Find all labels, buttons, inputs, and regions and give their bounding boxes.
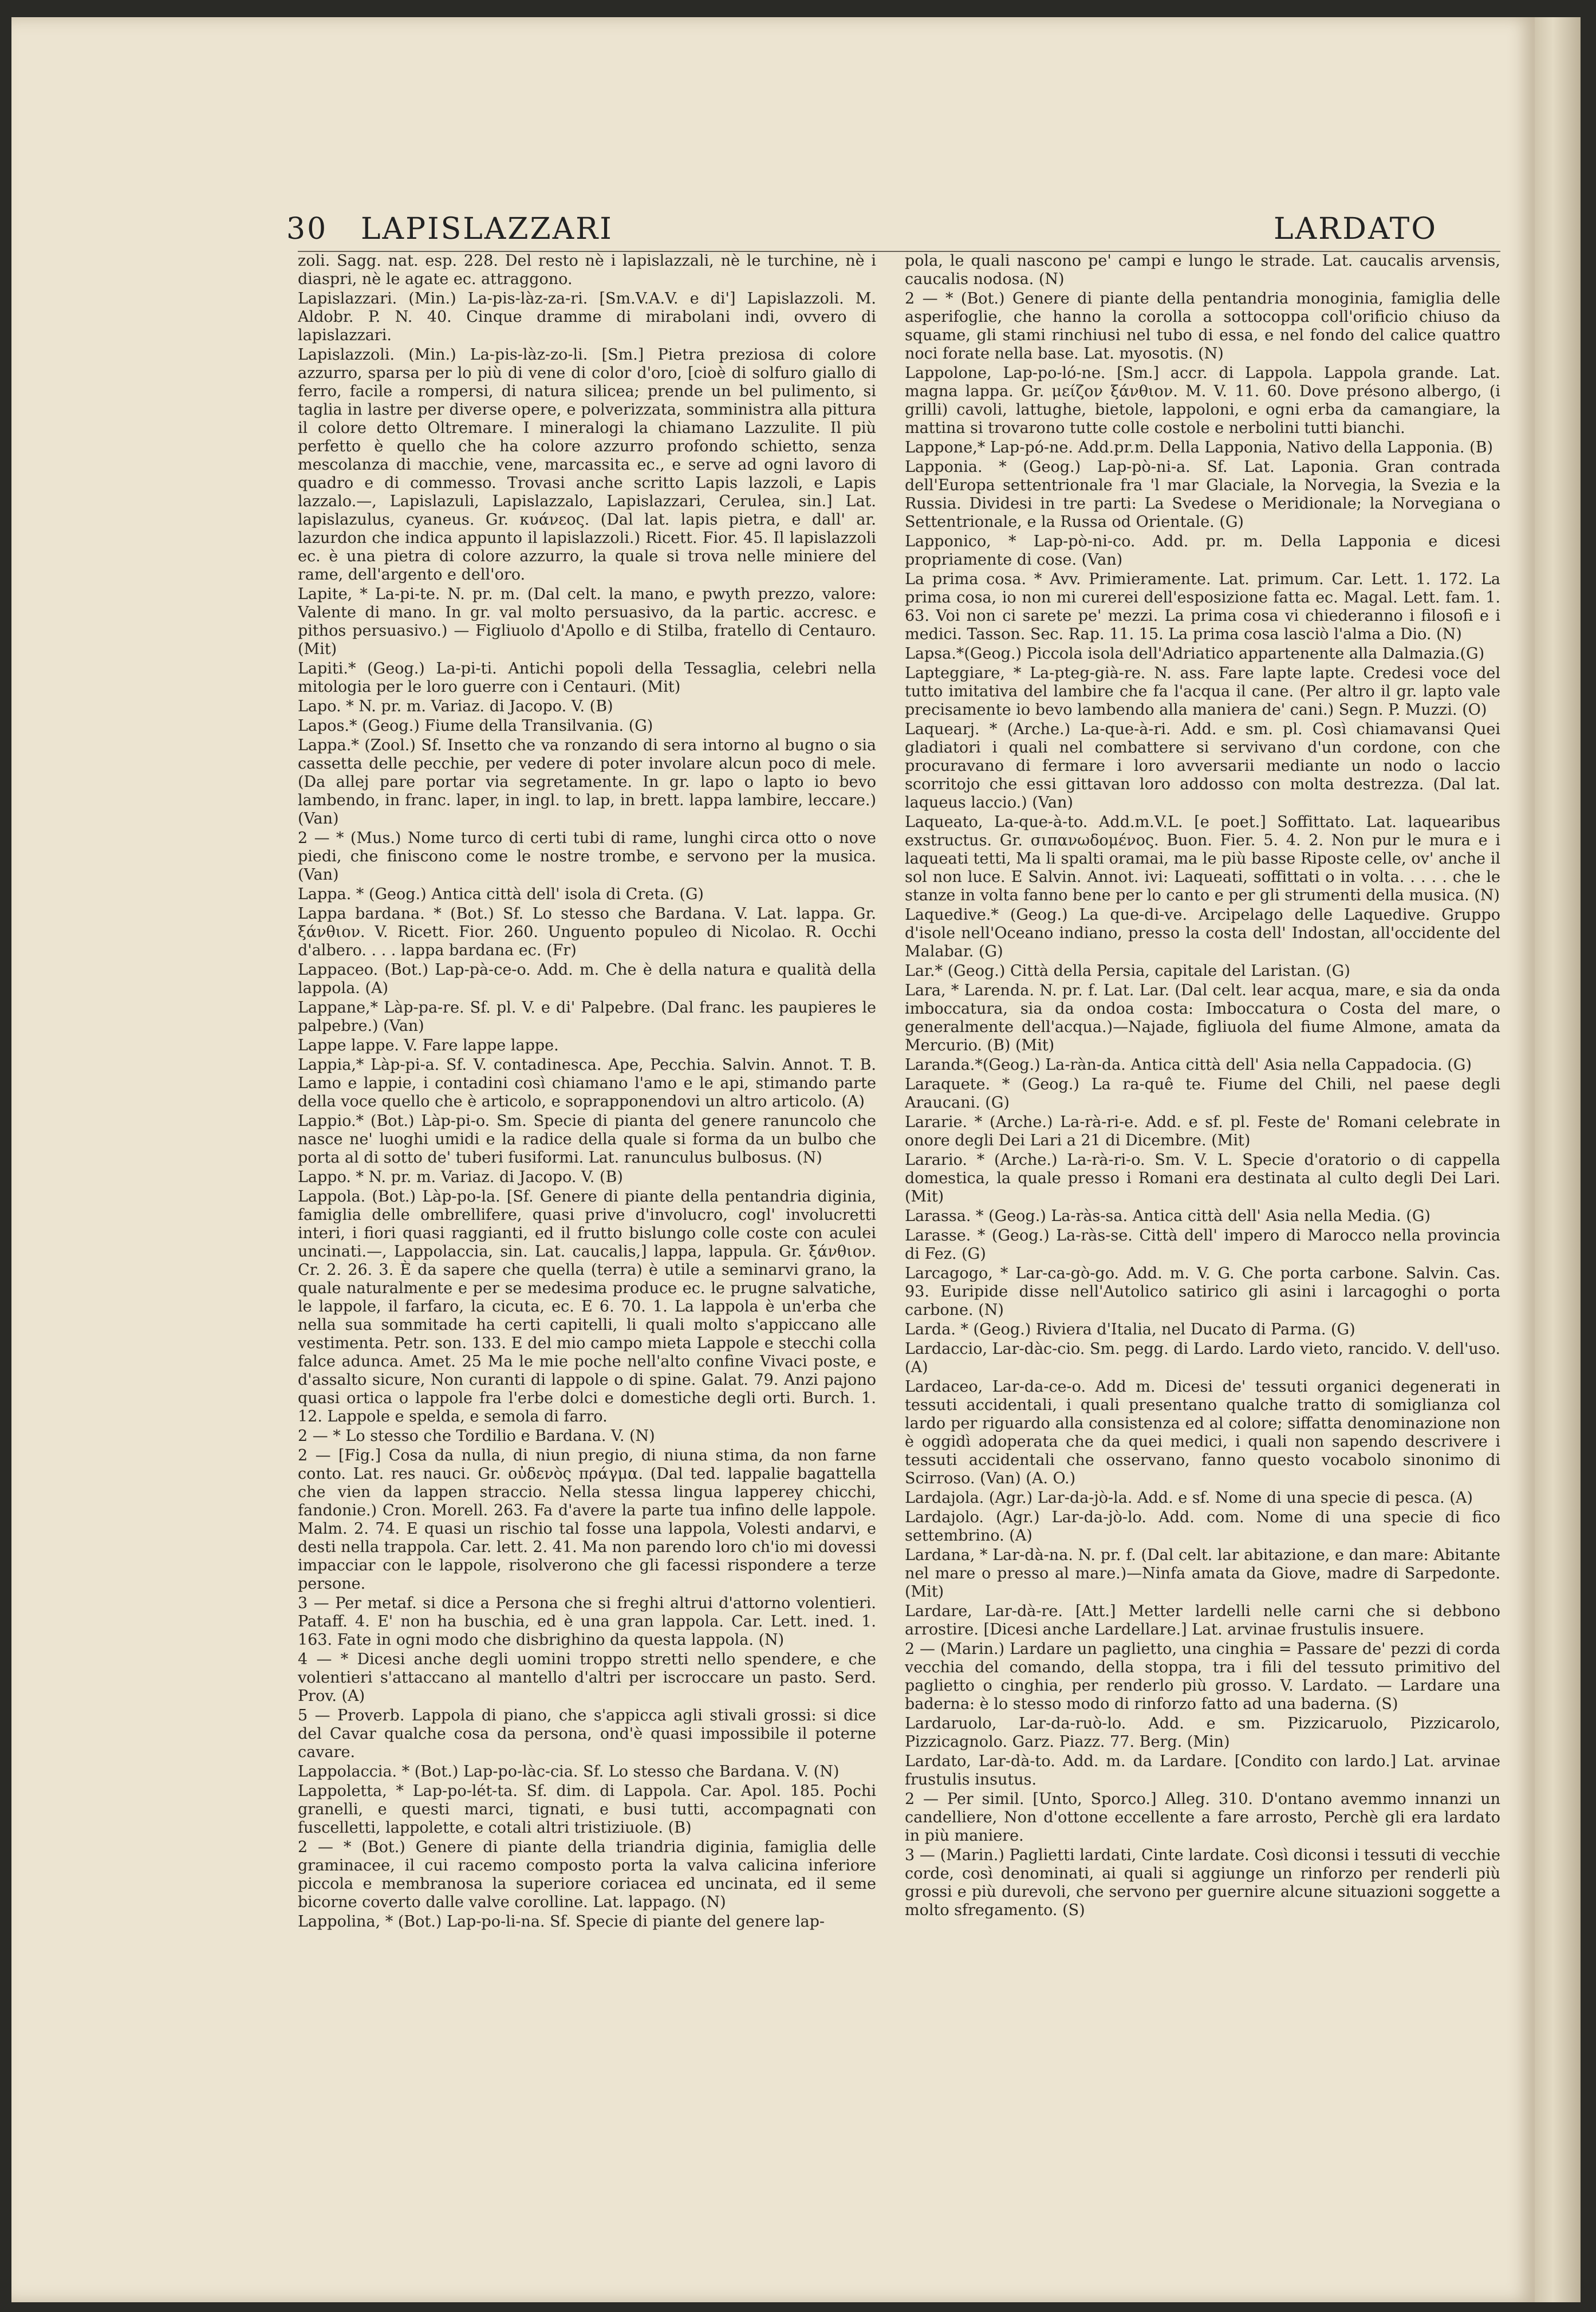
left-column [298,252,876,2262]
dictionary-entry: Lapo. * N. pr. m. Variaz. di Jacopo. V. (B) [298,698,613,715]
dictionary-entry: Lappa bardana. * (Bot.) Sf. Lo stesso che Bardana. V. Lat. lappa. Gr. ξάνθιον. V. Ricett. Fior. 260. Unguento populeo di Nicolao. R. Occhi d'albero. . . . lappa bardana ec. (Fr) [298,905,876,959]
dictionary-entry: 2 — * (Bot.) Genere di piante della triandria diginia, famiglia delle graminacee, il cui racemo composto porta la valva calicina inferiore piccola e membranosa la superiore coriacea ed uncinata, ed il seme bicorne coverto dalle valve corolline. Lat. lappago. (N) [298,1838,876,1911]
dictionary-entry: Lappo. * N. pr. m. Variaz. di Jacopo. V. (B) [298,1168,623,1186]
dictionary-entry: Lardana, * Lar-dà-na. N. pr. f. (Dal celt. lar abitazione, e dan mare: Abitante nel mare o presso al mare.)—Ninfa amata da Giove, madre di Sarpedonte. (Mit) [905,1546,1500,1601]
dictionary-entry: Lapteggiare, * La-pteg-già-re. N. ass. Fare lapte lapte. Credesi voce del tutto imitativa del lambire che fa l'acqua il cane. (Per altro il gr. lapto vale precisamente io bevo lambendo alla maniera de' cani.) Segn. P. Muzzi. (O) [905,664,1500,719]
dictionary-entry: La prima cosa. * Avv. Primieramente. Lat. primum. Car. Lett. 1. 172. La prima cosa, io non mi curerei dell'esposizione fatta ec. Magal. Lett. fam. 1. 63. Voi non ci sarete pe' mezzi. La prima cosa vi chiederanno i filosofi e i medici. Tasson. Sec. Rap. 11. 15. La prima cosa lasciò l'alma a Dio. (N) [905,570,1500,643]
dictionary-entry: Lappe lappe. V. Fare lappe lappe. [298,1037,559,1054]
dictionary-entry: pola, le quali nascono pe' campi e lungo le strade. Lat. caucalis arvensis, caucalis nodosa. (N) [905,252,1500,288]
dictionary-entry: Lappolina, * (Bot.) Lap-po-li-na. Sf. Specie di piante del genere lap- [298,1913,825,1931]
dictionary-entry: Larario. * (Arche.) La-rà-ri-o. Sm. V. L. Specie d'oratorio o di cappella domestica, la quale presso i Romani era destinata al culto degli Dei Lari. (Mit) [905,1151,1500,1206]
dictionary-entry: Lardajolo. (Agr.) Lar-da-jò-lo. Add. com. Nome di una specie di fico settembrino. (A) [905,1508,1500,1545]
dictionary-entry: 2 — * (Mus.) Nome turco di certi tubi di rame, lunghi circa otto o nove piedi, che finiscono come le nostre trombe, e servono per la musica. (Van) [298,829,876,884]
dictionary-entry: Lappone,* Lap-pó-ne. Add.pr.m. Della Lapponia, Nativo della Lapponia. (B) [905,439,1493,456]
dictionary-entry: Laraquete. * (Geog.) La ra-quê te. Fiume del Chili, nel paese degli Araucani. (G) [905,1076,1500,1112]
dictionary-entry: 2 — Per simil. [Unto, Sporco.] Alleg. 310. D'ontano avemmo innanzi un candelliere, Non d'ottone eccellente a fare arrosto, Perchè gli era lardato in più maniere. [905,1790,1500,1845]
dictionary-entry: Larasse. * (Geog.) La-ràs-se. Città dell' impero di Marocco nella provincia di Fez. (G) [905,1227,1500,1263]
dictionary-entry: Lappolaccia. * (Bot.) Lap-po-làc-cia. Sf. Lo stesso che Bardana. V. (N) [298,1763,840,1781]
dictionary-entry: zoli. Sagg. nat. esp. 228. Del resto nè i lapislazzali, nè le turchine, nè i diaspri, nè le agate ec. attraggono. [298,252,876,288]
dictionary-entry: Laquedive.* (Geog.) La que-di-ve. Arcipelago delle Laquedive. Gruppo d'isole nell'Oceano indiano, presso la costa dell' Indostan, all'occidente del Malabar. (G) [905,906,1500,960]
dictionary-entry: Lappolone, Lap-po-ló-ne. [Sm.] accr. di Lappola. Lappola grande. Lat. magna lappa. Gr. μείζον ξάνθιον. M. V. 11. 60. Dove présono albergo, (i grilli) cavoli, lattughe, bietole, lappoloni, e ogni erba da camangiare, la mattina si trovarono tutte colle costole e nerbolini tutti bianchi. [905,364,1500,437]
dictionary-entry: 4 — * Dicesi anche degli uomini troppo stretti nello spendere, e che volentieri s'attaccano al mantello d'altri per iscroccare un pasto. Serd. Prov. (A) [298,1651,876,1705]
dictionary-entry: Lardajola. (Agr.) Lar-da-jò-la. Add. e sf. Nome di una specie di pesca. (A) [905,1489,1473,1507]
dictionary-entry: 3 — Per metaf. si dice a Persona che si freghi altrui d'attorno volentieri. Pataff. 4. E' non ha buschia, ed è una gran lappola. Car. Lett. ined. 1. 163. Fate in ogni modo che disbrighino da questa lappola. (N) [298,1594,876,1649]
page-edge [1535,17,1581,2302]
dictionary-entry: Lapislazzari. (Min.) La-pis-làz-za-ri. [Sm.V.A.V. e di'] Lapislazzoli. M. Aldobr. P. N. 40. Cinque dramme di mirabolani indi, ovvero di lapislazzari. [298,290,876,344]
dictionary-entry: Lardaccio, Lar-dàc-cio. Sm. pegg. di Lardo. Lardo vieto, rancido. V. dell'uso. (A) [905,1340,1500,1376]
page-number: 30 [286,212,328,246]
dictionary-entry: Laranda.*(Geog.) La-ràn-da. Antica città dell' Asia nella Cappadocia. (G) [905,1056,1472,1074]
dictionary-entry: Lappio.* (Bot.) Làp-pi-o. Sm. Specie di pianta del genere ranuncolo che nasce ne' luoghi umidi e la radice della quale si forma da un bulbo che porta al di sotto de' tuberi fusiformi. Lat. ranunculus bulbosus. (N) [298,1112,876,1167]
dictionary-entry: Lardaruolo, Lar-da-ruò-lo. Add. e sm. Pizzicaruolo, Pizzicarolo, Pizzicagnolo. Garz. Piazz. 77. Berg. (Min) [905,1715,1500,1751]
dictionary-entry: Lapsa.*(Geog.) Piccola isola dell'Adriatico appartenente alla Dalmazia.(G) [905,645,1485,663]
dictionary-entry: Laquearj. * (Arche.) La-que-à-ri. Add. e sm. pl. Così chiamavansi Quei gladiatori i quali nel combattere si servivano d'un cordone, con che procuravano di fermare i loro avversarii mediante un nodo o laccio scorritojo che essi gittavan loro addosso con molta destrezza. (Dal lat. laqueus laccio.) (Van) [905,720,1500,812]
dictionary-entry: Lappaceo. (Bot.) Lap-pà-ce-o. Add. m. Che è della natura e qualità della lappola. (A) [298,961,876,997]
dictionary-entry: Lappola. (Bot.) Làp-po-la. [Sf. Genere di piante della pentandria diginia, famiglia delle ombrellifere, quasi prive d'involucro, cogl' involucretti interi, i fiori quasi raggianti, ed il frutto bislungo colle coste con aculei uncinati.—, Lappolaccia, sin. Lat. caucalis,] lappa, lappula. Gr. ξάνθιον. Cr. 2. 26. 3. È da sapere che quella (terra) è utile a seminarvi grano, la quale naturalmente e per se medesima produce ec. le prugne salvatiche, le lappole, il farfaro, la cicuta, ec. E 6. 70. 1. La lappola è un'erba che nella sua sommitade ha certi capitelli, li quali molto s'appiccano alle vestimenta. Petr. son. 133. E del mio campo mieta Lappole e stecchi colla falce adunca. Amet. 25 Ma le mie poche nell'alto confine Vivaci poste, e d'assalto sicure, Non curanti di lappole o di spine. Galat. 79. Anzi pajono quasi ortica o lappole fra l'erbe dolci e domestiche degli orti. Burch. 1. 12. Lappole e spelda, e semola di farro. [298,1188,876,1425]
dictionary-entry: Larda. * (Geog.) Riviera d'Italia, nel Ducato di Parma. (G) [905,1321,1355,1338]
dictionary-entry: Lapiti.* (Geog.) La-pi-ti. Antichi popoli della Tessaglia, celebri nella mitologia per le loro guerre con i Centauri. (Mit) [298,660,876,696]
dictionary-entry: Lar.* (Geog.) Città della Persia, capitale del Laristan. (G) [905,962,1350,980]
dictionary-entry: Lapos.* (Geog.) Fiume della Transilvania. (G) [298,717,653,735]
right-running-title: LARDATO [1274,212,1437,246]
dictionary-entry: Lapislazzoli. (Min.) La-pis-làz-zo-li. [Sm.] Pietra preziosa di colore azzurro, sparsa per lo più di vene di color d'oro, [cioè di solfuro giallo di ferro, facile a rompersi, di natura silicea; prende un bel pulimento, si taglia in lastre per diverse opere, e polverizzata, somministra alla pittura il colore detto Oltremare. I mineralogi la chiamano Lazzulite. Il più perfetto è quello che ha colore azzurro profondo schietto, senza mescolanza di macchie, vene, marcassita ec., e serve ad ogni lavoro di quadro e di commesso. Trovasi anche scritto Lapis lazzoli, e Lapis lazzalo.—, Lapislazuli, Lapislazzalo, Lapislazzari, Cerulea, sin.] Lat. lapislazulus, cyaneus. Gr. κυάνεος. (Dal lat. lapis pietra, e dall' ar. lazurdon che indica appunto il lapislazzoli.) Ricett. Fior. 45. Il lapislazzoli ec. è una pietra di colore azzurro, la quale si trova nelle miniere del rame, dell'argento e dell'oro. [298,346,876,584]
dictionary-entry: Lappoletta, * Lap-po-lét-ta. Sf. dim. di Lappola. Car. Apol. 185. Pochi granelli, e questi marci, tignati, e busi tutti, accompagnati con fuscelletti, lappolette, e cotali altri tristiziuole. (B) [298,1782,876,1837]
dictionary-entry: Larassa. * (Geog.) La-ràs-sa. Antica città dell' Asia nella Media. (G) [905,1207,1431,1225]
dictionary-entry: Lara, * Larenda. N. pr. f. Lat. Lar. (Dal celt. lear acqua, mare, e sia da onda imboccatura, sia da ondoa costa: Imboccatura o Costa del mare, o generalmente dell'acqua.)—Najade, figliuola del fiume Almone, amata da Mercurio. (B) (Mit) [905,982,1500,1054]
dictionary-entry: Lappia,* Làp-pi-a. Sf. V. contadinesca. Ape, Pecchia. Salvin. Annot. T. B. Lamo e lappie, i contadini così chiamano l'amo e le api, stimando parte della voce quello che è articolo, e soprapponendovi un altro articolo. (A) [298,1056,876,1110]
dictionary-entry: Larcagogo, * Lar-ca-gò-go. Add. m. V. G. Che porta carbone. Salvin. Cas. 93. Euripide disse nell'Autolico satirico gli asini i larcagoghi o porta carbone. (N) [905,1265,1500,1319]
dictionary-entry: Lappane,* Làp-pa-re. Sf. pl. V. e di' Palpebre. (Dal franc. les paupieres le palpebre.) (Van) [298,999,876,1035]
dictionary-entry: Lardato, Lar-dà-to. Add. m. da Lardare. [Condito con lardo.] Lat. arvinae frustulis insutus. [905,1752,1500,1789]
page-header [286,212,1500,252]
dictionary-entry: 2 — [Fig.] Cosa da nulla, di niun pregio, di niuna stima, da non farne conto. Lat. res nauci. Gr. οὐδενὸς πράγμα. (Dal ted. lappalie bagattella che vien da lappen straccio. Nella stessa lingua lapperey chicchi, fandonie.) Cron. Morell. 263. Fa d'avere la parte tua infino delle lappole. Malm. 2. 74. E quasi un rischio tal fosse una lappola, Volesti andarvi, e desti nella trappola. Car. lett. 2. 41. Ma non parendo loro ch'io mi dovessi impacciar con le lappole, risolverono che gli facessi rispondere a terze persone. [298,1447,876,1593]
dictionary-entry: Lapite, * La-pi-te. N. pr. m. (Dal celt. la mano, e pwyth prezzo, valore: Valente di mano. In gr. val molto persuasivo, da la partic. accresc. e pithos persuasivo.) — Figliuolo d'Apollo e di Stilba, fratello di Centauro. (Mit) [298,585,876,658]
dictionary-entry: Lararie. * (Arche.) La-rà-ri-e. Add. e sf. pl. Feste de' Romani celebrate in onore degli Dei Lari a 21 di Dicembre. (Mit) [905,1113,1500,1149]
dictionary-entry: Lardaceo, Lar-da-ce-o. Add m. Dicesi de' tessuti organici degenerati in tessuti accidentali, i quali presentano qualche tratto di somiglianza col lardo per riguardo alla consistenza ed al colore; siffatta denominazione non è oggidì adoperata che da quei medici, i quali non sapendo descrivere i tessuti accidentali che osservano, fanno questo vocabolo sinonimo di Scirroso. (Van) (A. O.) [905,1378,1500,1487]
dictionary-entry: Lappa. * (Geog.) Antica città dell' isola di Creta. (G) [298,885,704,903]
left-running-title: LAPISLAZZARI [361,212,613,246]
dictionary-entry: Lappa.* (Zool.) Sf. Insetto che va ronzando di sera intorno al bugno o sia cassetta delle pecchie, per vedere di poter involare alcun poco di mele. (Da allej pare portar via segretamente. In gr. lapo o lapto io bevo lambendo, in franc. laper, in ingl. to lap, in brett. lappa lambire, leccare.) (Van) [298,736,876,828]
dictionary-entry: Lardare, Lar-dà-re. [Att.] Metter lardelli nelle carni che si debbono arrostire. [Dicesi anche Lardellare.] Lat. arvinae frustulis insuere. [905,1602,1500,1639]
dictionary-entry: 2 — (Marin.) Lardare un paglietto, una cinghia = Passare de' pezzi di corda vecchia del comando, della stoppa, tra i fili del tessuto primitivo del paglietto o cinghia, per renderlo più grosso. V. Lardato. — Lardare una baderna: è lo stesso modo di rinforzo fatto ad una baderna. (S) [905,1640,1500,1713]
dictionary-entry: 5 — Proverb. Lappola di piano, che s'appicca agli stivali grossi: si dice del Cavar qualche cosa da persona, ond'è quasi impossibile il poterne cavare. [298,1707,876,1761]
dictionary-entry: Lapponia. * (Geog.) Lap-pò-ni-a. Sf. Lat. Laponia. Gran contrada dell'Europa settentrionale fra 'l mar Glaciale, la Norvegia, la Svezia e la Russia. Dividesi in tre parti: La Svedese o Meridionale; la Norvegiana o Settentrionale, e la Russa od Orientale. (G) [905,458,1500,531]
dictionary-entry: 2 — * (Bot.) Genere di piante della pentandria monoginia, famiglia delle asperifoglie, che hanno la corolla a sottocoppa coll'orificio chiuso da squame, gli stami rinchiusi nel tubo di essa, e nel fondo del calice quattro noci forate nella base. Lat. myosotis. (N) [905,290,1500,363]
dictionary-entry: Lapponico, * Lap-pò-ni-co. Add. pr. m. Della Lapponia e dicesi propriamente di cose. (Van) [905,533,1500,569]
dictionary-entry: Laqueato, La-que-à-to. Add.m.V.L. [e poet.] Soffittato. Lat. laquearibus exstructus. Gr. σιπανωδομένος. Buon. Fier. 5. 4. 2. Non pur le mura e i laqueati tetti, Ma li spalti oramai, ma le più basse Riposte celle, ov' anche il sol non luce. E Salvin. Annot. ivi: Laqueati, soffittati o in volta. . . . . che le stanze in volta fanno bene per lo canto e per gli strumenti della musica. (N) [905,813,1500,904]
dictionary-entry: 2 — * Lo stesso che Tordilio e Bardana. V. (N) [298,1427,655,1445]
dictionary-entry: 3 — (Marin.) Paglietti lardati, Cinte lardate. Così diconsi i tessuti di vecchie corde, così denominati, ai quali si aggiunge un rinforzo per renderli più grossi e più durevoli, che servono per guernire alcune situazioni soggette a molto sfregamento. (S) [905,1846,1500,1919]
right-column [905,252,1500,2262]
